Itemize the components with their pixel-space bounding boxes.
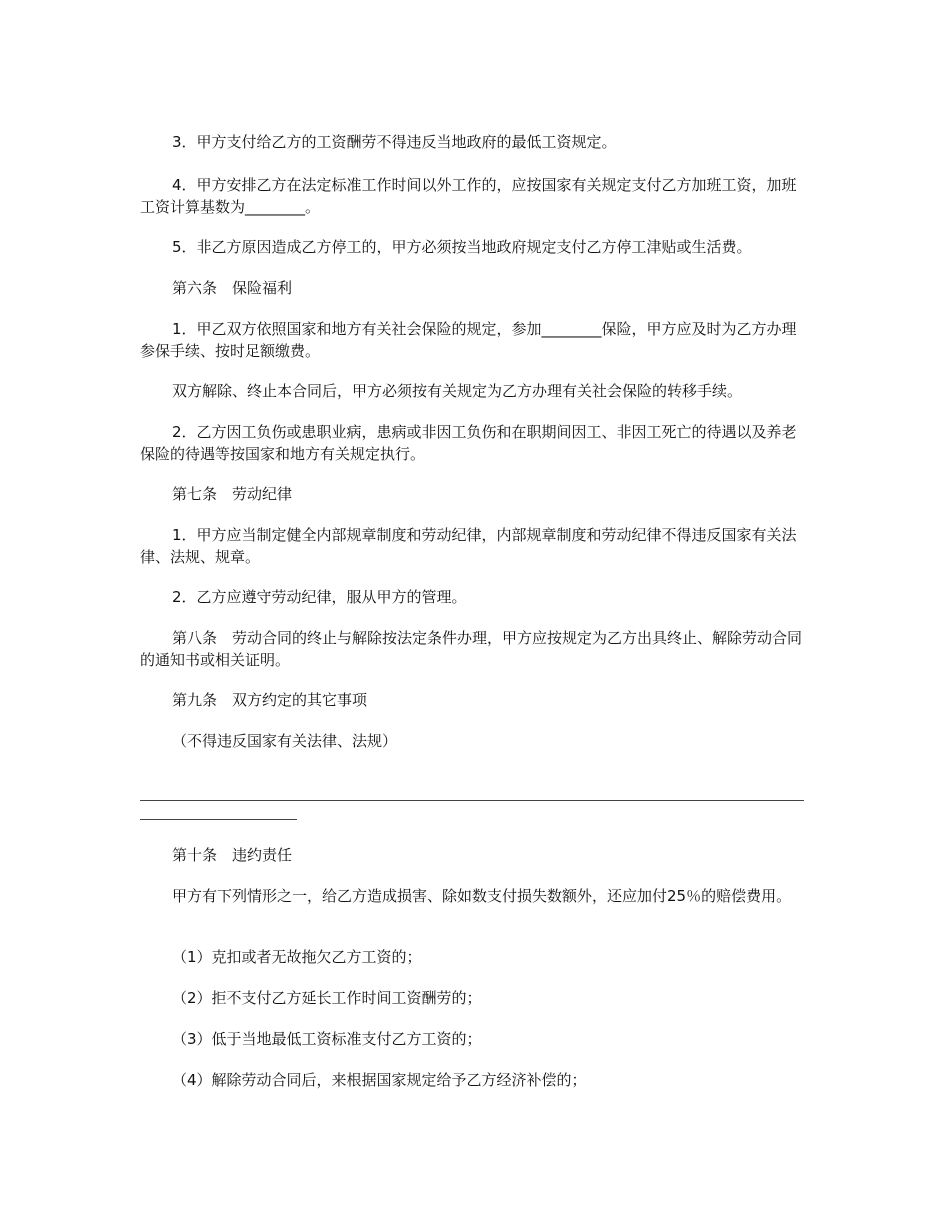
paragraph-article-10-intro: 甲方有下列情形之一，给乙方造成损害、除如数支付损失数额外，还应加付25％的赔偿费用。 [172, 887, 792, 905]
heading-article-7: 第七条 劳动纪律 [172, 485, 293, 503]
heading-article-8: 第八条 劳动合同的终止与解除按法定条件办理，甲方应按规定为乙方出具终止、解除劳动合同的通知书或相关证明。 [140, 629, 803, 669]
list-item-violation-2: （2）拒不支付乙方延长工作时间工资酬劳的； [172, 989, 482, 1007]
heading-article-9: 第九条 双方约定的其它事项 [172, 691, 368, 709]
paragraph-clause-7-2: 2．乙方应遵守劳动纪律，服从甲方的管理。 [172, 588, 467, 606]
paragraph-clause-7-1: 1．甲方应当制定健全内部规章制度和劳动纪律，内部规章制度和劳动纪律不得违反国家有关法律、法规、规章。 [140, 526, 797, 566]
paragraph-clause-5-5: 5．非乙方原因造成乙方停工的，甲方必须按当地政府规定支付乙方停工津贴或生活费。 [172, 238, 752, 256]
heading-article-6: 第六条 保险福利 [172, 279, 293, 297]
list-item-violation-3: （3）低于当地最低工资标准支付乙方工资的； [172, 1030, 482, 1048]
heading-article-10: 第十条 违约责任 [172, 846, 293, 864]
paragraph-clause-6-2: 2．乙方因工负伤或患职业病，患病或非因工负伤和在职期间因工、非因工死亡的待遇以及养老保险的待遇等按国家和地方有关规定执行。 [140, 423, 797, 463]
blank-fill-line-short [140, 819, 297, 820]
list-item-violation-4: （4）解除劳动合同后，来根据国家规定给予乙方经济补偿的； [172, 1071, 587, 1089]
paragraph-clause-6-note: 双方解除、终止本合同后，甲方必须按有关规定为乙方办理有关社会保险的转移手续。 [172, 382, 743, 400]
list-item-violation-1: （1）克扣或者无故拖欠乙方工资的； [172, 948, 422, 966]
paragraph-article-9-note: （不得违反国家有关法律、法规） [172, 732, 398, 750]
blank-fill-line [140, 800, 804, 801]
paragraph-clause-6-1: 1．甲乙双方依照国家和地方有关社会保险的规定，参加________保险，甲方应及时为乙方办理参保手续、按时足额缴费。 [140, 320, 797, 360]
paragraph-clause-5-4: 4．甲方安排乙方在法定标准工作时间以外工作的，应按国家有关规定支付乙方加班工资，加班工资计算基数为________。 [140, 176, 797, 216]
paragraph-clause-5-3: 3．甲方支付给乙方的工资酬劳不得违反当地政府的最低工资规定。 [172, 133, 617, 151]
